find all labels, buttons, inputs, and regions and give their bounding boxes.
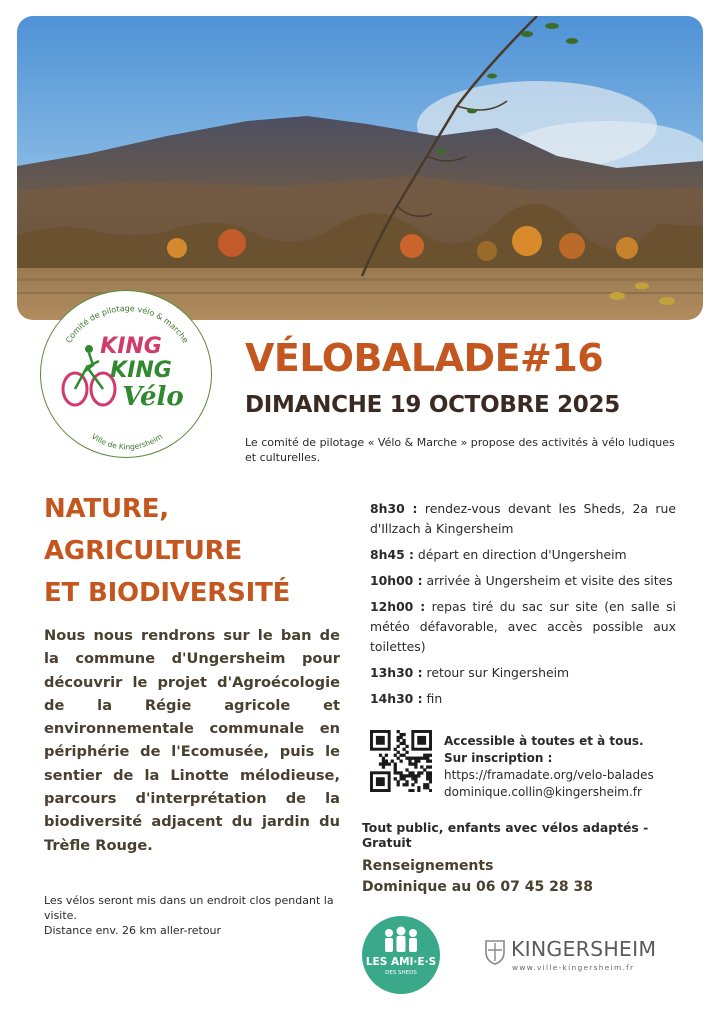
access-text: Accessible à toutes et à tous.	[444, 734, 644, 748]
logo-arc-bottom: Ville de Kingersheim	[89, 431, 165, 452]
event-title: VÉLOBALADE#16	[245, 336, 604, 380]
kingersheim-website[interactable]: www.ville-kingersheim.fr	[512, 963, 635, 972]
qr-code-icon[interactable]	[370, 730, 432, 792]
logo-line3: Vélo	[122, 382, 184, 412]
contact-label: Renseignements	[362, 858, 494, 874]
amis-sub: DES SHEDS	[385, 970, 417, 976]
section-title-line: AGRICULTURE	[44, 536, 243, 566]
people-group-icon	[362, 916, 440, 994]
schedule-time: 12h00 :	[370, 599, 426, 614]
schedule-text: arrivée à Ungersheim et visite des sites	[422, 573, 673, 588]
section-title	[44, 488, 344, 614]
intro-text: Le comité de pilotage « Vélo & Marche » propose des activités à vélo ludiques et culturelles.	[245, 436, 675, 464]
schedule-list	[370, 499, 676, 715]
schedule-item	[370, 689, 676, 709]
contact-info	[362, 856, 692, 898]
schedule-item	[370, 571, 676, 591]
schedule-item	[370, 545, 676, 565]
section-title-line: ET BIODIVERSITÉ	[44, 578, 291, 608]
schedule-time: 8h30 :	[370, 501, 418, 516]
event-description: Nous nous rendrons sur le ban de la commune d'Ungersheim pour découvrir le projet d'Agroécologie de la Régie agricole et environnementale communale en périphérie de l'Ecomusée, puis le sentier de la Linotte mélodieuse, parcours d'interprétation de la biodiversité adjacent du jardin du Trèfle Rouge.	[44, 627, 340, 854]
event-date: DIMANCHE 19 OCTOBRE 2025	[245, 392, 620, 418]
schedule-text: repas tiré du sac sur site (en salle si météo défavorable, avec accès possible aux toilettes)	[370, 599, 676, 654]
registration-link[interactable]: https://framadate.org/velo-balades	[444, 768, 654, 782]
les-amis-des-sheds-logo	[362, 916, 440, 994]
registration-label: Sur inscription :	[444, 751, 553, 765]
note-line: Les vélos seront mis dans un endroit clos pendant la visite.	[44, 894, 334, 922]
schedule-text: rendez-vous devant les Sheds, 2a rue d'Illzach à Kingersheim	[370, 501, 676, 536]
logo-line2: KING	[110, 358, 172, 383]
contact-phone[interactable]: Dominique au 06 07 45 28 38	[362, 879, 593, 895]
public-info: Tout public, enfants avec vélos adaptés - Gratuit	[362, 820, 649, 850]
schedule-text: départ en direction d'Ungersheim	[413, 547, 627, 562]
schedule-text: fin	[422, 691, 443, 706]
amis-label: LES AMI·E·S	[365, 956, 437, 968]
schedule-time: 8h45 :	[370, 547, 414, 562]
logo-line1: KING	[100, 334, 162, 359]
kingersheim-logo-text: KINGERSHEIM	[511, 937, 657, 961]
schedule-text: retour sur Kingersheim	[422, 665, 570, 680]
event-note	[44, 893, 344, 938]
registration-info	[444, 733, 694, 801]
schedule-time: 13h30 :	[370, 665, 423, 680]
logo-arc-top: Comité de pilotage vélo & marche	[64, 303, 190, 345]
king-king-velo-logo	[40, 290, 212, 458]
section-title-line: NATURE,	[44, 494, 169, 524]
schedule-item	[370, 663, 676, 683]
schedule-item	[370, 499, 676, 539]
kingersheim-crest-icon	[484, 939, 506, 965]
schedule-time: 10h00 :	[370, 573, 423, 588]
registration-email[interactable]: dominique.collin@kingersheim.fr	[444, 785, 642, 799]
hero-landscape-photo	[17, 16, 703, 320]
schedule-time: 14h30 :	[370, 691, 423, 706]
note-line: Distance env. 26 km aller-retour	[44, 924, 222, 937]
schedule-item	[370, 597, 676, 657]
